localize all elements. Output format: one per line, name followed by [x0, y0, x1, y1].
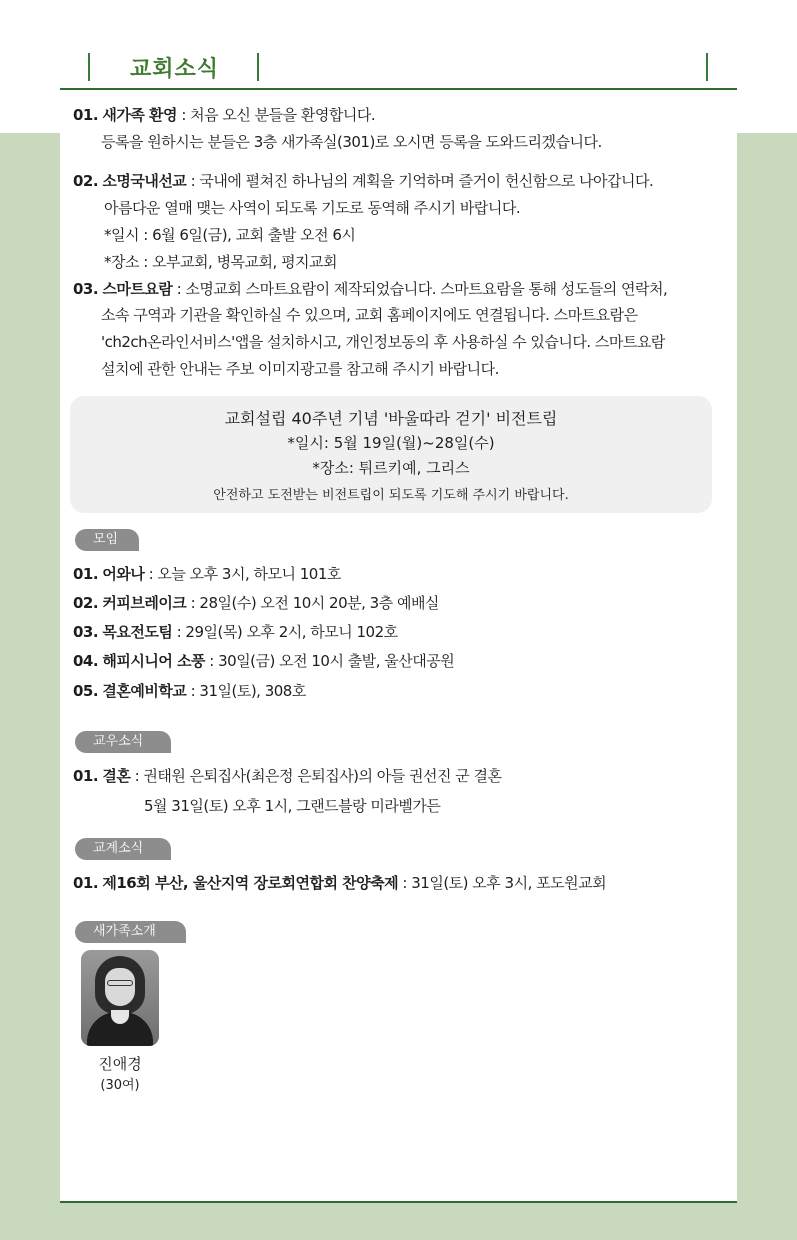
- news-item-2: [73, 170, 653, 191]
- item-text: : 30일(금) 오전 10시 출발, 울산대공원: [205, 652, 455, 670]
- item-number: 01.: [73, 565, 99, 583]
- item-text: : 오늘 오후 3시, 하모니 101호: [144, 565, 341, 583]
- item-number: 03.: [73, 280, 99, 298]
- header-bar-middle: [257, 53, 259, 81]
- news-item-1: [73, 104, 375, 125]
- item-number: 02.: [73, 172, 99, 190]
- item-title: 목요전도팀: [102, 623, 173, 641]
- callout-place: *장소: 튀르키예, 그리스: [312, 459, 470, 477]
- section-tab-members: 교우소식: [75, 731, 171, 753]
- item-title: 결혼: [102, 767, 131, 785]
- news-item-2-cont: 아름다운 열매 맺는 사역이 되도록 기도로 동역해 주시기 바랍니다.: [104, 199, 521, 217]
- item-title: 제16회 부산, 울산지역 장로회연합회 찬양축제: [102, 874, 399, 892]
- item-number: 01.: [73, 767, 99, 785]
- meeting-item: [73, 592, 439, 613]
- section-tab-denomination: 교계소식: [75, 838, 171, 860]
- callout-note: 안전하고 도전받는 비전트립이 되도록 기도해 주시기 바랍니다.: [213, 488, 569, 503]
- newfamily-photo: [81, 950, 159, 1046]
- left-side-band: [0, 133, 60, 1240]
- news-item-3-cont: 설치에 관한 안내는 주보 이미지광고를 참고해 주시기 바랍니다.: [101, 360, 499, 378]
- item-title: 어와나: [102, 565, 145, 583]
- item-title: 해피시니어 소풍: [102, 652, 206, 670]
- section-tab-newfamily: 새가족소개: [75, 921, 186, 943]
- item-number: 05.: [73, 682, 99, 700]
- member-item-cont: 5월 31일(토) 오후 1시, 그랜드블랑 미라벨가든: [144, 797, 441, 815]
- item-text: : 31일(토), 308호: [186, 682, 306, 700]
- news-item-3-cont: 'ch2ch온라인서비스'앱을 설치하시고, 개인정보동의 후 사용하실 수 있습니다. 스마트요람: [101, 333, 665, 351]
- member-item: [73, 765, 502, 786]
- meeting-item: [73, 650, 454, 671]
- item-text: : 국내에 펼쳐진 하나님의 계획을 기억하며 즐거이 헌신함으로 나아갑니다.: [186, 172, 654, 190]
- item-text: : 권태원 은퇴집사(최은정 은퇴집사)의 아들 권선진 군 결혼: [130, 767, 502, 785]
- section-tab-meetings: 모임: [75, 529, 139, 551]
- header-bar-right: [706, 53, 708, 81]
- item-text: : 28일(수) 오전 10시 20분, 3층 예배실: [186, 594, 439, 612]
- page-title: 교회소식: [130, 57, 220, 82]
- right-side-band: [737, 133, 797, 1240]
- item-number: 01.: [73, 874, 99, 892]
- callout-title: 교회설립 40주년 기념 '바울따라 걷기' 비전트립: [224, 409, 558, 428]
- item-text: : 31일(토) 오후 3시, 포도원교회: [398, 874, 607, 892]
- item-title: 새가족 환영: [102, 106, 178, 124]
- item-number: 01.: [73, 106, 99, 124]
- news-item-2-place: *장소 : 오부교회, 병목교회, 평지교회: [104, 253, 338, 271]
- header-bar-left: [88, 53, 90, 81]
- newfamily-name: 진애경: [98, 1055, 142, 1073]
- item-text: : 처음 오신 분들을 환영합니다.: [177, 106, 376, 124]
- denomination-item: [73, 872, 606, 893]
- callout-date: *일시: 5월 19일(월)~28일(수): [287, 434, 495, 452]
- item-number: 04.: [73, 652, 99, 670]
- item-text: : 29일(목) 오후 2시, 하모니 102호: [172, 623, 398, 641]
- meeting-item: [73, 563, 341, 584]
- item-title: 결혼예비학교: [102, 682, 187, 700]
- item-number: 02.: [73, 594, 99, 612]
- item-title: 스마트요람: [102, 280, 173, 298]
- item-text: : 소명교회 스마트요람이 제작되었습니다. 스마트요람을 통해 성도들의 연락처,: [172, 280, 668, 298]
- header-rule: [60, 88, 737, 90]
- news-item-1-cont: 등록을 원하시는 분들은 3층 새가족실(301)로 오시면 등록을 도와드리겠습니다.: [101, 133, 602, 151]
- meeting-item: [73, 680, 306, 701]
- news-item-3-cont: 소속 구역과 기관을 확인하실 수 있으며, 교회 홈페이지에도 연결됩니다. 스마트요람은: [101, 306, 638, 324]
- item-number: 03.: [73, 623, 99, 641]
- news-item-3: [73, 278, 667, 299]
- vision-trip-callout: [70, 396, 712, 513]
- item-title: 소명국내선교: [102, 172, 187, 190]
- newfamily-age: (30여): [100, 1078, 140, 1093]
- meeting-item: [73, 621, 398, 642]
- bottom-band: [0, 1203, 797, 1240]
- news-item-2-date: *일시 : 6월 6일(금), 교회 출발 오전 6시: [104, 226, 356, 244]
- item-title: 커피브레이크: [102, 594, 187, 612]
